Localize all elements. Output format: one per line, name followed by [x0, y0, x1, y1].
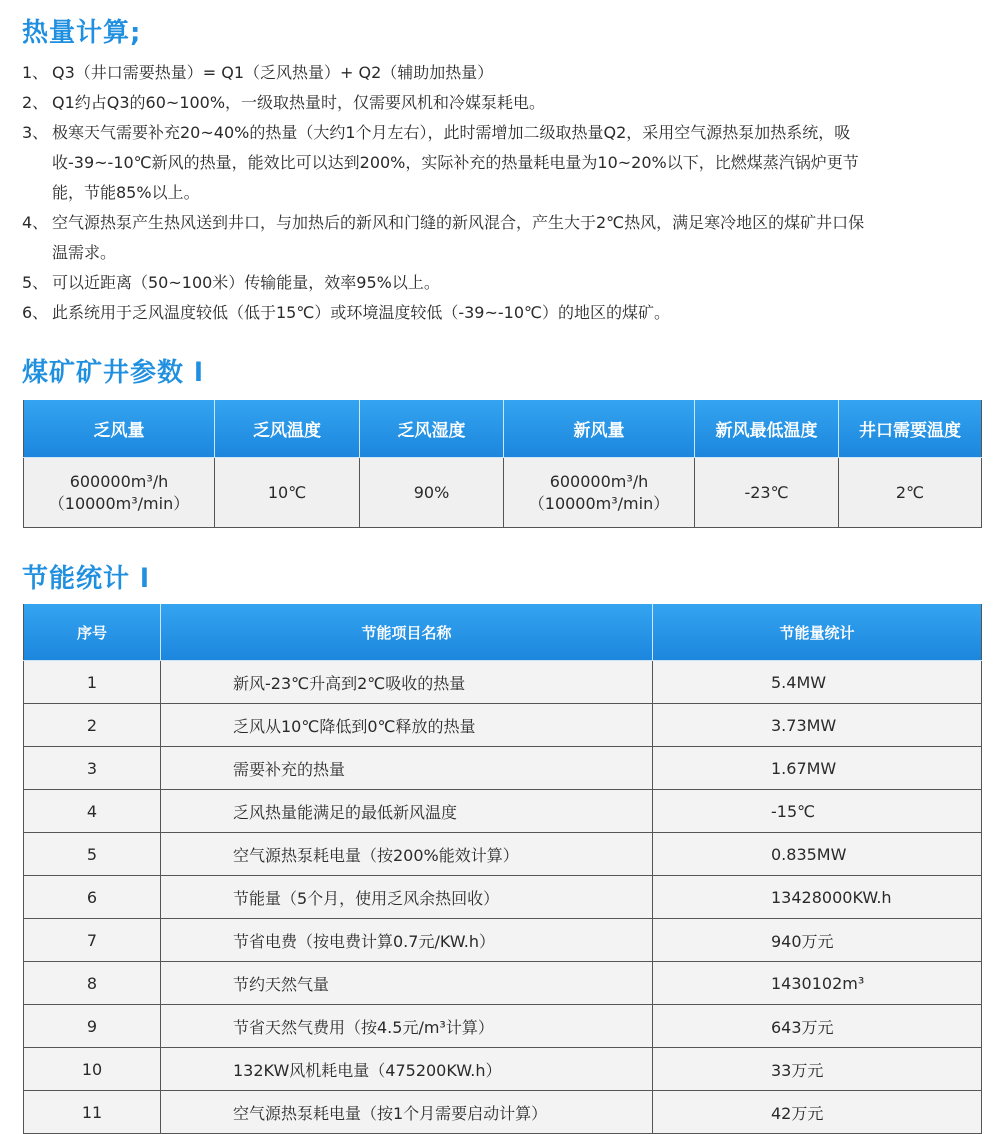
header-wellhead-temp: 井口需要温度 [839, 400, 982, 458]
cell-item-name: 节能量（5个月，使用乏风余热回收） [161, 876, 653, 919]
mine-params-table [23, 400, 982, 528]
table-row [24, 1005, 982, 1048]
cell-exhaust-flow [24, 458, 215, 528]
list-item [22, 118, 982, 208]
heat-calc-list [22, 58, 982, 328]
cell-index: 4 [24, 790, 161, 833]
list-item-text: Q1约占Q3的60~100%，一级取热量时，仅需要风机和冷媒泵耗电。 [52, 93, 546, 112]
list-item-number: 1、 [22, 63, 49, 82]
list-item-number: 5、 [22, 273, 49, 292]
header-exhaust-temp: 乏风温度 [215, 400, 360, 458]
cell-saving-amount: 33万元 [653, 1048, 982, 1091]
cell-item-name: 乏风热量能满足的最低新风温度 [161, 790, 653, 833]
mine-params-title: 煤矿矿井参数 l [22, 358, 204, 388]
cell-index: 7 [24, 919, 161, 962]
header-fresh-flow: 新风量 [504, 400, 695, 458]
cell-index: 11 [24, 1091, 161, 1134]
table-row [24, 747, 982, 790]
energy-stats-table [23, 604, 982, 1134]
table-header-row [24, 604, 982, 661]
cell-item-name: 乏风从10℃降低到0℃释放的热量 [161, 704, 653, 747]
table-row [24, 876, 982, 919]
cell-saving-amount: 13428000KW.h [653, 876, 982, 919]
cell-saving-amount: 1430102m³ [653, 962, 982, 1005]
cell-item-name: 新风-23℃升高到2℃吸收的热量 [161, 661, 653, 704]
list-item-text: 可以近距离（50~100米）传输能量，效率95%以上。 [52, 273, 440, 292]
cell-item-name: 节省天然气费用（按4.5元/m³计算） [161, 1005, 653, 1048]
cell-wellhead-temp: 2℃ [839, 458, 982, 528]
list-item [22, 58, 982, 88]
list-item-text: 此系统用于乏风温度较低（低于15℃）或环境温度较低（-39~-10℃）的地区的煤矿。 [52, 303, 670, 322]
table-row [24, 458, 982, 528]
table-row [24, 962, 982, 1005]
cell-item-name: 空气源热泵耗电量（按200%能效计算） [161, 833, 653, 876]
cell-index: 3 [24, 747, 161, 790]
heat-calc-title: 热量计算; [22, 18, 142, 48]
table-row [24, 704, 982, 747]
table-row [24, 790, 982, 833]
list-item [22, 88, 982, 118]
header-fresh-min-temp: 新风最低温度 [695, 400, 839, 458]
cell-item-name: 132KW风机耗电量（475200KW.h） [161, 1048, 653, 1091]
cell-saving-amount: 1.67MW [653, 747, 982, 790]
table-header-row [24, 400, 982, 458]
table-row [24, 919, 982, 962]
list-item-number: 6、 [22, 303, 49, 322]
list-item [22, 208, 982, 268]
cell-index: 2 [24, 704, 161, 747]
cell-saving-amount: 3.73MW [653, 704, 982, 747]
cell-index: 10 [24, 1048, 161, 1091]
cell-index: 8 [24, 962, 161, 1005]
cell-index: 1 [24, 661, 161, 704]
cell-index: 5 [24, 833, 161, 876]
cell-exhaust-temp: 10℃ [215, 458, 360, 528]
cell-fresh-flow [504, 458, 695, 528]
header-item-name: 节能项目名称 [161, 604, 653, 661]
cell-saving-amount: 940万元 [653, 919, 982, 962]
header-index: 序号 [24, 604, 161, 661]
list-item-text: Q3（井口需要热量）= Q1（乏风热量）+ Q2（辅助加热量） [52, 63, 494, 82]
cell-saving-amount: 643万元 [653, 1005, 982, 1048]
cell-item-name: 节省电费（按电费计算0.7元/KW.h） [161, 919, 653, 962]
table-row [24, 661, 982, 704]
exhaust-flow-minute: （10000m³/min） [48, 493, 190, 513]
list-item [22, 298, 982, 328]
list-item-number: 2、 [22, 93, 49, 112]
cell-fresh-min-temp: -23℃ [695, 458, 839, 528]
header-exhaust-humidity: 乏风湿度 [360, 400, 504, 458]
cell-saving-amount: 0.835MW [653, 833, 982, 876]
cell-saving-amount: 42万元 [653, 1091, 982, 1134]
table-row [24, 1048, 982, 1091]
cell-index: 9 [24, 1005, 161, 1048]
cell-index: 6 [24, 876, 161, 919]
energy-stats-title: 节能统计 l [22, 564, 150, 594]
list-item-text: 空气源热泵产生热风送到井口，与加热后的新风和门缝的新风混合，产生大于2℃热风，满足寒冷地区的煤矿井口保温需求。 [52, 213, 865, 262]
cell-item-name: 需要补充的热量 [161, 747, 653, 790]
list-item-number: 4、 [22, 213, 49, 232]
table-row [24, 833, 982, 876]
list-item-text: 极寒天气需要补充20~40%的热量（大约1个月左右），此时需增加二级取热量Q2，采用空气源热泵加热系统，吸收-39~-10℃新风的热量，能效比可以达到200%，实际补充的热量耗电量为10~20%以下，比燃煤蒸汽锅炉更节能，节能85%以上。 [52, 123, 859, 202]
cell-item-name: 节约天然气量 [161, 962, 653, 1005]
fresh-flow-minute: （10000m³/min） [528, 493, 670, 513]
cell-saving-amount: -15℃ [653, 790, 982, 833]
table-row [24, 1091, 982, 1134]
fresh-flow-hourly: 600000m³/h [549, 471, 649, 491]
cell-item-name: 空气源热泵耗电量（按1个月需要启动计算） [161, 1091, 653, 1134]
list-item-number: 3、 [22, 123, 49, 142]
header-saving-amount: 节能量统计 [653, 604, 982, 661]
list-item [22, 268, 982, 298]
cell-saving-amount: 5.4MW [653, 661, 982, 704]
cell-exhaust-humidity: 90% [360, 458, 504, 528]
header-exhaust-flow: 乏风量 [24, 400, 215, 458]
exhaust-flow-hourly: 600000m³/h [69, 471, 169, 491]
